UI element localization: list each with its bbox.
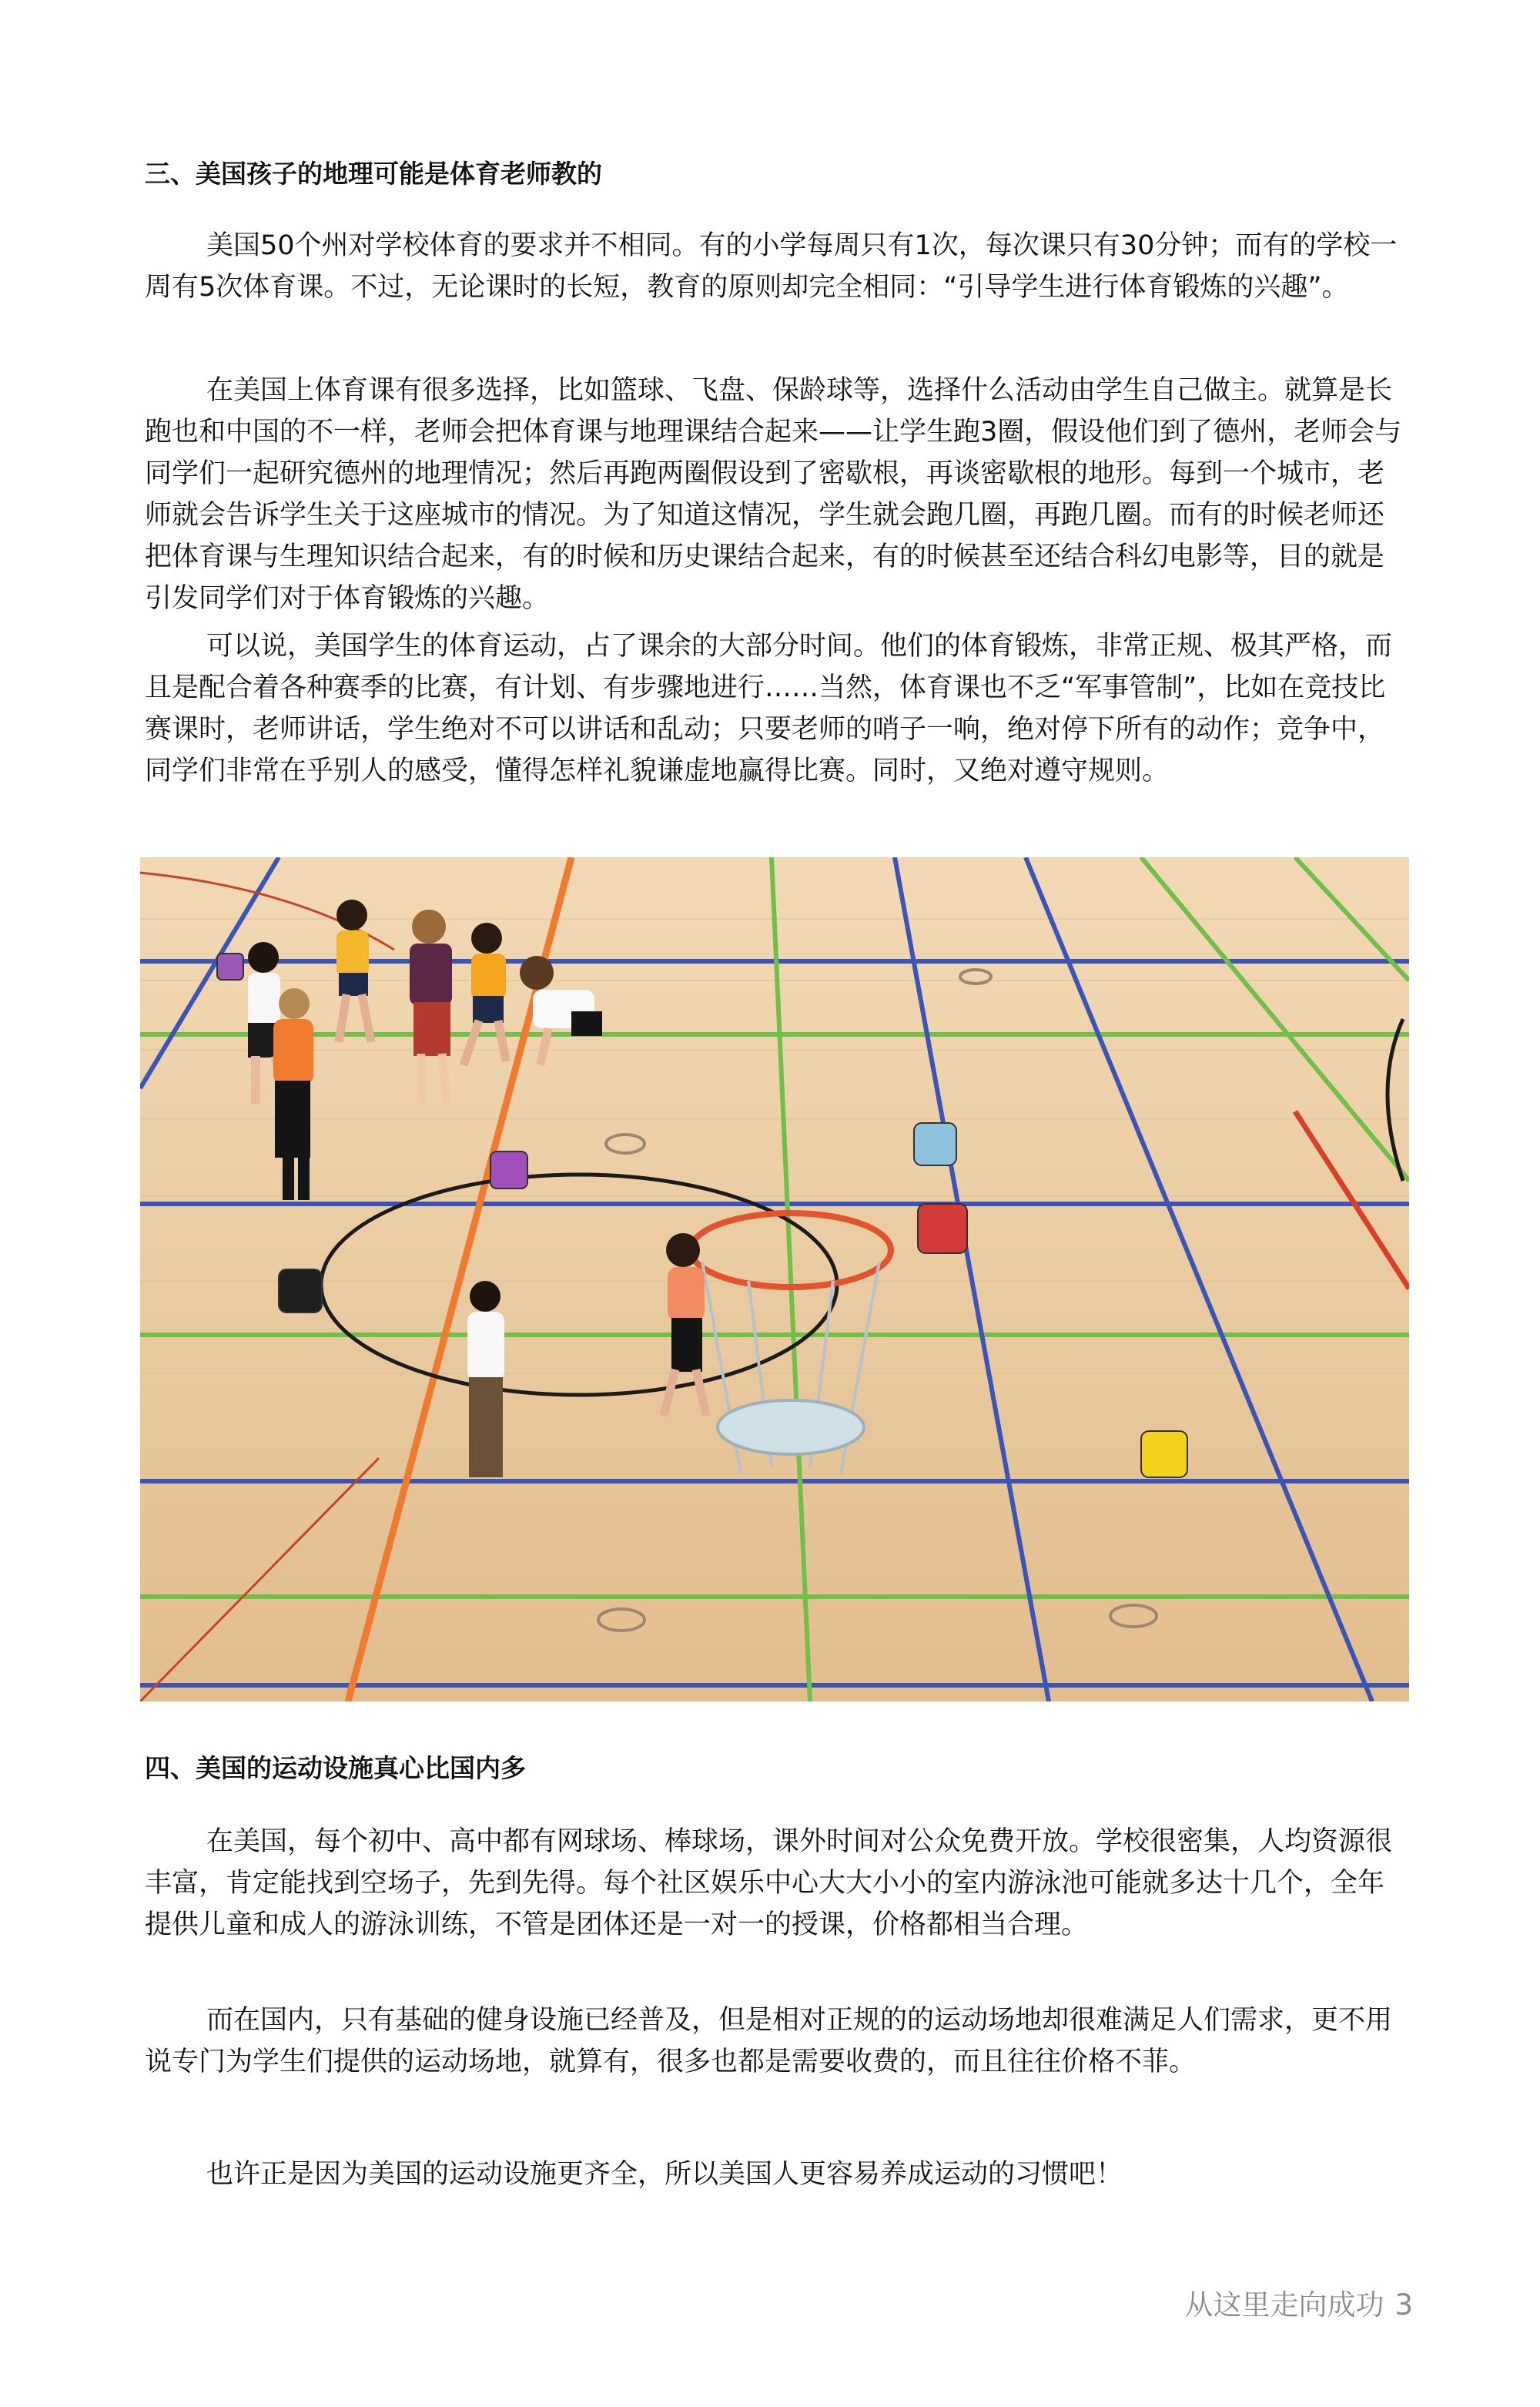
section-3-paragraph-1: 美国50个州对学校体育的要求并不相同。有的小学每周只有1次，每次课只有30分钟；而有的学校一周有5次体育课。不过，无论课时的长短，教育的原则却完全相同：“引导学生进行体育锻炼的兴趣”。 (145, 230, 1398, 303)
section-4-paragraph-3: 也许正是因为美国的运动设施更齐全，所以美国人更容易养成运动的习惯吧！ (206, 2159, 1123, 2190)
page-footer (1173, 2281, 1413, 2323)
page-number: 3 (1394, 2288, 1413, 2322)
section-3-paragraph-2: 在美国上体育课有很多选择，比如篮球、飞盘、保龄球等，选择什么活动由学生自己做主。就算是长跑也和中国的不一样，老师会把体育课与地理课结合起来——让学生跑3圈，假设他们到了德州，老师会与同学们一起研究德州的地理情况；然后再跑两圈假设到了密歇根，再谈密歇根的地形。每到一个城市，老师就会告诉学生关于这座城市的情况。为了知道这情况，学生就会跑几圈，再跑几圈。而有的时候老师还把体育课与生理知识结合起来，有的时候和历史课结合起来，有的时候甚至还结合科幻电影等，目的就是引发同学们对于体育锻炼的兴趣。 (145, 375, 1402, 614)
section-4-heading: 四、美国的运动设施真心比国内多 (145, 1753, 526, 1783)
section-4-paragraph-1: 在美国，每个初中、高中都有网球场、棒球场，课外时间对公众免费开放。学校很密集，人均资源很丰富，肯定能找到空场子，先到先得。每个社区娱乐中心大大小小的室内游泳池可能就多达十几个，全年提供儿童和成人的游泳训练，不管是团体还是一对一的授课，价格都相当合理。 (145, 1826, 1393, 1940)
gym-class-photo (140, 857, 1409, 1701)
section-4-paragraph-2: 而在国内，只有基础的健身设施已经普及，但是相对正规的的运动场地却很难满足人们需求，更不用说专门为学生们提供的运动场地，就算有，很多也都是需要收费的，而且往往价格不菲。 (145, 2005, 1393, 2077)
footer-text: 从这里走向成功 (1184, 2288, 1384, 2322)
section-3-paragraph-3: 可以说，美国学生的体育运动，占了课余的大部分时间。他们的体育锻炼，非常正规、极其严格，而且是配合着各种赛季的比赛，有计划、有步骤地进行……当然，体育课也不乏“军事管制”，比如在竞技比赛课时，老师讲话，学生绝对不可以讲话和乱动；只要老师的哨子一响，绝对停下所有的动作；竞争中，同学们非常在乎别人的感受，懂得怎样礼貌谦虚地赢得比赛。同时，又绝对遵守规则。 (145, 631, 1393, 786)
section-3-heading: 三、美国孩子的地理可能是体育老师教的 (145, 159, 602, 189)
